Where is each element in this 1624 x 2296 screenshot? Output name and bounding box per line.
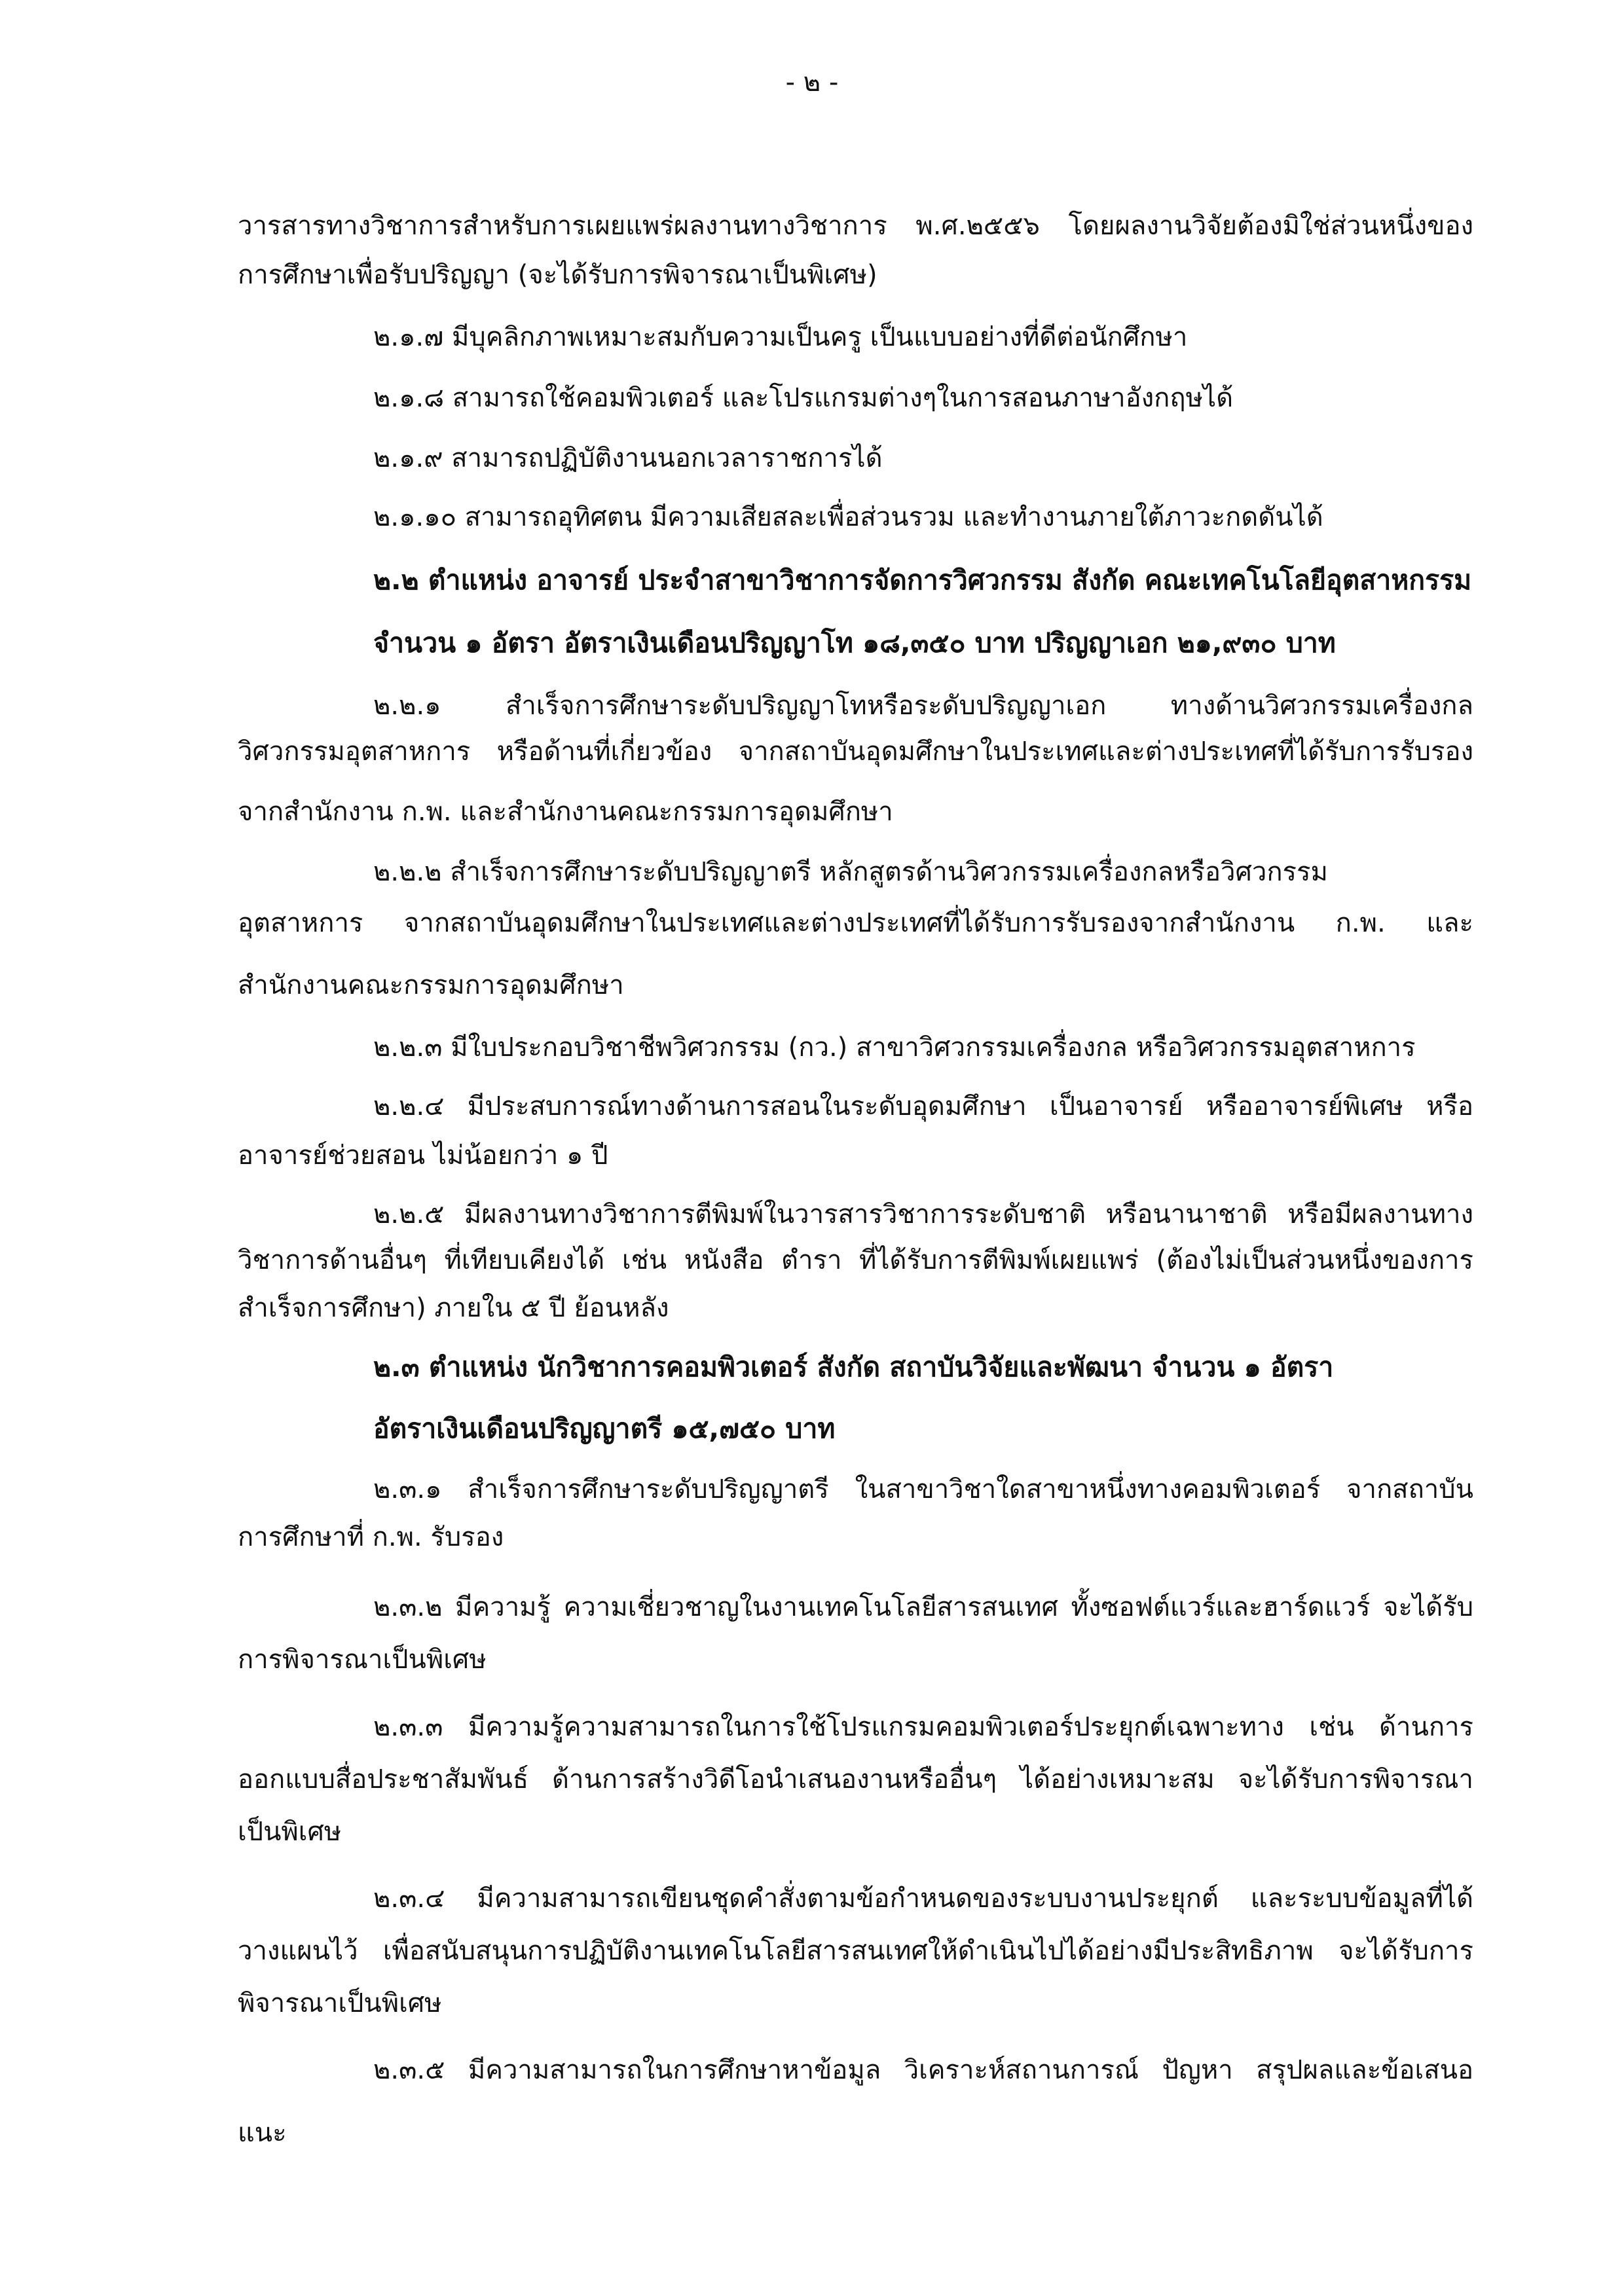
paragraph-line: ๒.๓.๑ สำเร็จการศึกษาระดับปริญญาตรี ในสาขาวิชาใดสาขาหนึ่งทางคอมพิวเตอร์ จากสถาบัน [373,1474,1473,1504]
paragraph-line: เป็นพิเศษ [238,1817,342,1847]
paragraph-line: สำนักงานคณะกรรมการอุดมศึกษา [238,970,624,1000]
paragraph-line: สำเร็จการศึกษา) ภายใน ๕ ปี ย้อนหลัง [238,1293,669,1323]
paragraph-line: ๒.๑.๑๐ สามารถอุทิศตน มีความเสียสละเพื่อส่วนรวม และทำงานภายใต้ภาวะกดดันได้ [373,502,1323,532]
section-heading: ๒.๒ ตำแหน่ง อาจารย์ ประจำสาขาวิชาการจัดการวิศวกรรม สังกัด คณะเทคโนโลยีอุตสาหกรรม [373,564,1472,596]
paragraph-line: วารสารทางวิชาการสำหรับการเผยแพร่ผลงานทางวิชาการ พ.ศ.๒๕๕๖ โดยผลงานวิจัยต้องมิใช่ส่วนหนึ่งของ [238,211,1473,241]
paragraph-line: แนะ [238,2118,287,2148]
paragraph-line: ๒.๑.๘ สามารถใช้คอมพิวเตอร์ และโปรแกรมต่างๆในการสอนภาษาอังกฤษได้ [373,383,1234,413]
section-heading: อัตราเงินเดือนปริญญาตรี ๑๕,๗๕๐ บาท [373,1413,836,1444]
section-heading: ๒.๓ ตำแหน่ง นักวิชาการคอมพิวเตอร์ สังกัด สถาบันวิจัยและพัฒนา จำนวน ๑ อัตรา [373,1351,1334,1383]
paragraph-line: ๒.๒.๒ สำเร็จการศึกษาระดับปริญญาตรี หลักสูตรด้านวิศวกรรมเครื่องกลหรือวิศวกรรม [373,857,1328,887]
paragraph-line: การศึกษาเพื่อรับปริญญา (จะได้รับการพิจารณาเป็นพิเศษ) [238,260,877,290]
section-heading: จำนวน ๑ อัตรา อัตราเงินเดือนปริญญาโท ๑๘,๓๕๐ บาท ปริญญาเอก ๒๑,๙๓๐ บาท [373,627,1336,659]
paragraph-line: ๒.๓.๓ มีความรู้ความสามารถในการใช้โปรแกรมคอมพิวเตอร์ประยุกต์เฉพาะทาง เช่น ด้านการ [373,1712,1474,1742]
paragraph-line: วางแผนไว้ เพื่อสนับสนุนการปฏิบัติงานเทคโนโลยีสารสนเทศให้ดำเนินไปได้อย่างมีประสิทธิภาพ จะได้รับการ [238,1936,1473,1966]
paragraph-line: ๒.๒.๑ สำเร็จการศึกษาระดับปริญญาโทหรือระดับปริญญาเอก ทางด้านวิศวกรรมเครื่องกล [373,691,1473,721]
paragraph-line: ๒.๓.๒ มีความรู้ ความเชี่ยวชาญในงานเทคโนโลยีสารสนเทศ ทั้งซอฟต์แวร์และฮาร์ดแวร์ จะได้รับ [373,1592,1473,1622]
paragraph-line: อุตสาหการ จากสถาบันอุดมศึกษาในประเทศและต่างประเทศที่ได้รับการรับรองจากสำนักงาน ก.พ. และ [238,908,1473,938]
paragraph-line: พิจารณาเป็นพิเศษ [238,1988,442,2018]
paragraph-line: วิชาการด้านอื่นๆ ที่เทียบเคียงได้ เช่น หนังสือ ตำรา ที่ได้รับการตีพิมพ์เผยแพร่ (ต้องไม่เป็นส่วนหนึ่งของการ [238,1245,1473,1275]
paragraph-line: อาจารย์ช่วยสอน ไม่น้อยกว่า ๑ ปี [238,1140,608,1171]
paragraph-line: วิศวกรรมอุตสาหการ หรือด้านที่เกี่ยวข้อง จากสถาบันอุดมศึกษาในประเทศและต่างประเทศที่ได้รับการรับรอง [238,737,1473,767]
paragraph-line: ๒.๑.๗ มีบุคลิกภาพเหมาะสมกับความเป็นครู เป็นแบบอย่างที่ดีต่อนักศึกษา [373,322,1188,352]
paragraph-line: ๒.๒.๕ มีผลงานทางวิชาการตีพิมพ์ในวารสารวิชาการระดับชาติ หรือนานาชาติ หรือมีผลงานทาง [373,1199,1473,1230]
paragraph-line: การพิจารณาเป็นพิเศษ [238,1645,487,1675]
paragraph-line: ๒.๒.๔ มีประสบการณ์ทางด้านการสอนในระดับอุดมศึกษา เป็นอาจารย์ หรืออาจารย์พิเศษ หรือ [373,1091,1473,1121]
paragraph-line: จากสำนักงาน ก.พ. และสำนักงานคณะกรรมการอุดมศึกษา [238,797,893,827]
paragraph-line: ๒.๒.๓ มีใบประกอบวิชาชีพวิศวกรรม (กว.) สาขาวิศวกรรมเครื่องกล หรือวิศวกรรมอุตสาหการ [373,1032,1416,1063]
paragraph-line: ออกแบบสื่อประชาสัมพันธ์ ด้านการสร้างวิดีโอนำเสนองานหรืออื่นๆ ได้อย่างเหมาะสม จะได้รับการพิจารณา [238,1764,1473,1795]
paragraph-line: ๒.๑.๙ สามารถปฏิบัติงานนอกเวลาราชการได้ [373,443,883,473]
paragraph-line: ๒.๓.๕ มีความสามารถในการศึกษาหาข้อมูล วิเคราะห์สถานการณ์ ปัญหา สรุปผลและข้อเสนอ [373,2055,1473,2085]
paragraph-line: การศึกษาที่ ก.พ. รับรอง [238,1522,504,1552]
paragraph-line: ๒.๓.๔ มีความสามารถเขียนชุดคำสั่งตามข้อกำหนดของระบบงานประยุกต์ และระบบข้อมูลที่ได้ [373,1884,1473,1914]
page-number: - ๒ - [785,67,839,98]
